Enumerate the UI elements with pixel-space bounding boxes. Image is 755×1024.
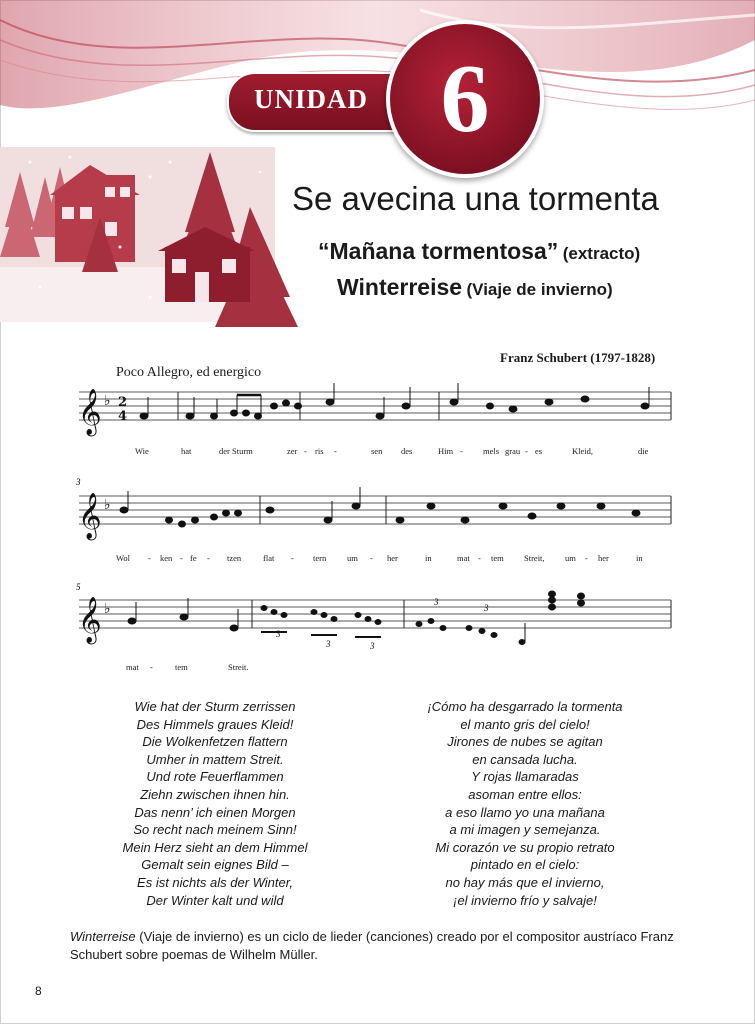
notes-system-2 xyxy=(120,487,640,527)
lyric-syllable: tem xyxy=(491,553,504,563)
poem-line: Y rojas llamaradas xyxy=(471,769,579,785)
poem-line: asoman entre ellos: xyxy=(468,786,582,802)
treble-clef-icon: 𝄞 xyxy=(78,597,102,643)
poem-line: Der Winter kalt und wild xyxy=(146,892,284,908)
lyric-syllable: Streit, xyxy=(524,553,545,563)
lyric-syllable: in xyxy=(425,553,432,563)
lyric-syllable: Him xyxy=(438,446,454,456)
lyric-syllable: her xyxy=(387,553,398,563)
lyric-syllable: flat xyxy=(263,553,275,563)
lyric-syllable: tern xyxy=(313,553,327,563)
poem-line: Das nenn’ ich einen Morgen xyxy=(134,804,296,820)
page-title: Se avecina una tormenta xyxy=(292,180,659,217)
work-subtitle xyxy=(337,274,613,301)
poem-line: So recht nach meinem Sinn! xyxy=(133,822,297,838)
lyric-syllable: der Sturm xyxy=(219,446,253,456)
piece-note: (extracto) xyxy=(562,244,641,263)
piece-title: “Mañana tormentosa” xyxy=(318,238,559,264)
poem-line: Ziehn zwischen ihnen hin. xyxy=(140,786,290,802)
tempo-marking: Poco Allegro, ed energico xyxy=(116,365,262,380)
page-number: 8 xyxy=(35,984,42,998)
poem-line: Umher in mattem Streit. xyxy=(146,751,284,767)
lyric-syllable: tzen xyxy=(227,553,242,563)
lyric-syllable: Wol xyxy=(116,553,130,563)
footnote xyxy=(70,928,710,964)
lyric-syllable: - xyxy=(148,553,151,563)
flat-sign-icon: ♭ xyxy=(104,601,111,617)
music-score xyxy=(74,375,684,680)
poem-line: ¡el invierno frío y salvaje! xyxy=(453,892,597,908)
lyric-syllable: des xyxy=(401,446,413,456)
lyric-syllable: um xyxy=(347,553,358,563)
lyric-syllable: ken xyxy=(160,553,173,563)
lyric-syllable: - xyxy=(478,553,481,563)
time-signature-top: 2 xyxy=(118,395,128,410)
piece-subtitle xyxy=(318,238,640,265)
lyric-syllable: - xyxy=(291,553,294,563)
poem-line: a mi imagen y semejanza. xyxy=(449,822,601,838)
lyric-syllable: ris xyxy=(315,446,324,456)
lyric-syllable: Wie xyxy=(135,446,149,456)
work-title: Winterreise xyxy=(337,274,463,300)
triplet-mark: 3 xyxy=(326,639,331,649)
poem-line: Des Himmels graues Kleid! xyxy=(136,716,294,732)
lyric-syllable: - xyxy=(180,553,183,563)
unit-number: 6 xyxy=(440,45,490,153)
lyric-syllable: fe xyxy=(190,553,197,563)
poem-line: Gemalt sein eignes Bild – xyxy=(141,857,289,873)
triplet-mark: 3 xyxy=(370,641,375,651)
composer-credit: Franz Schubert (1797-1828) xyxy=(500,350,656,365)
lyric-syllable: - xyxy=(207,553,210,563)
lyric-syllable: sen xyxy=(371,446,383,456)
footnote-work-title: Winterreise xyxy=(70,929,136,944)
notes-system-1 xyxy=(140,383,649,419)
lyric-syllable: - xyxy=(525,446,528,456)
poem-line: Mi corazón ve su propio retrato xyxy=(435,839,615,855)
lyric-syllable: her xyxy=(598,553,609,563)
poem-line: Wie hat der Sturm zerrissen xyxy=(134,699,296,714)
lyric-syllable: - xyxy=(334,446,337,456)
notes-system-3 xyxy=(128,591,585,645)
triplet-mark: 3 xyxy=(276,629,281,639)
poem-line: Mein Herz sieht an dem Himmel xyxy=(122,839,308,855)
poem-spanish xyxy=(400,698,650,909)
triplet-mark: 3 xyxy=(484,603,489,613)
lyric-syllable: - xyxy=(150,662,153,672)
poem-line: el manto gris del cielo! xyxy=(460,716,590,732)
lyric-syllable: Streit. xyxy=(228,662,249,672)
treble-clef-icon: 𝄞 xyxy=(78,493,102,539)
work-note: (Viaje de invierno) xyxy=(466,280,613,299)
lyric-syllable: grau xyxy=(505,446,521,456)
lyric-syllable: mat xyxy=(126,662,139,672)
measure-number-5: 5 xyxy=(76,582,81,592)
poem-line: a eso llamo yo una mañana xyxy=(445,804,605,820)
flat-sign-icon: ♭ xyxy=(104,497,111,513)
flat-sign-icon: ♭ xyxy=(104,393,111,409)
triplet-mark: 3 xyxy=(434,597,439,607)
treble-clef-icon: 𝄞 xyxy=(78,389,102,435)
poem-german xyxy=(100,698,330,909)
lyric-syllable: - xyxy=(460,446,463,456)
poem-line: pintado en el cielo: xyxy=(470,857,580,873)
lyric-syllable: tem xyxy=(175,662,188,672)
poem-line: Es ist nichts als der Winter, xyxy=(137,874,293,890)
time-signature-bottom: 4 xyxy=(118,409,128,424)
poem-line: ¡Cómo ha desgarrado la tormenta xyxy=(427,699,623,714)
lyric-syllable: mat xyxy=(457,553,470,563)
lyric-syllable: hat xyxy=(181,446,192,456)
lyric-syllable: Kleid, xyxy=(572,446,594,456)
poem-line: no hay más que el invierno, xyxy=(445,874,605,890)
unit-label: UNIDAD xyxy=(254,84,368,114)
lyric-syllable: es xyxy=(535,446,543,456)
lyric-syllable: die xyxy=(638,446,649,456)
poem-line: Die Wolkenfetzen flattern xyxy=(142,734,288,750)
lyric-syllable: - xyxy=(585,553,588,563)
footnote-text: (Viaje de invierno) es un ciclo de lieder (canciones) creado por el compositor austríaco Franz Schubert sobre poemas de Wilhelm Müller. xyxy=(70,929,674,962)
lyric-syllable: um xyxy=(565,553,576,563)
lyric-syllable: - xyxy=(304,446,307,456)
lyric-syllable: in xyxy=(636,553,643,563)
poem-line: en cansada lucha. xyxy=(472,751,578,767)
lyric-syllable: zer xyxy=(287,446,298,456)
lyric-syllable: - xyxy=(370,553,373,563)
winter-houses-illustration xyxy=(0,147,300,327)
poem-line: Jirones de nubes se agitan xyxy=(447,734,603,750)
poem-line: Und rote Feuerflammen xyxy=(146,769,284,785)
measure-number-3: 3 xyxy=(76,477,81,487)
lyric-syllable: mels xyxy=(483,446,500,456)
